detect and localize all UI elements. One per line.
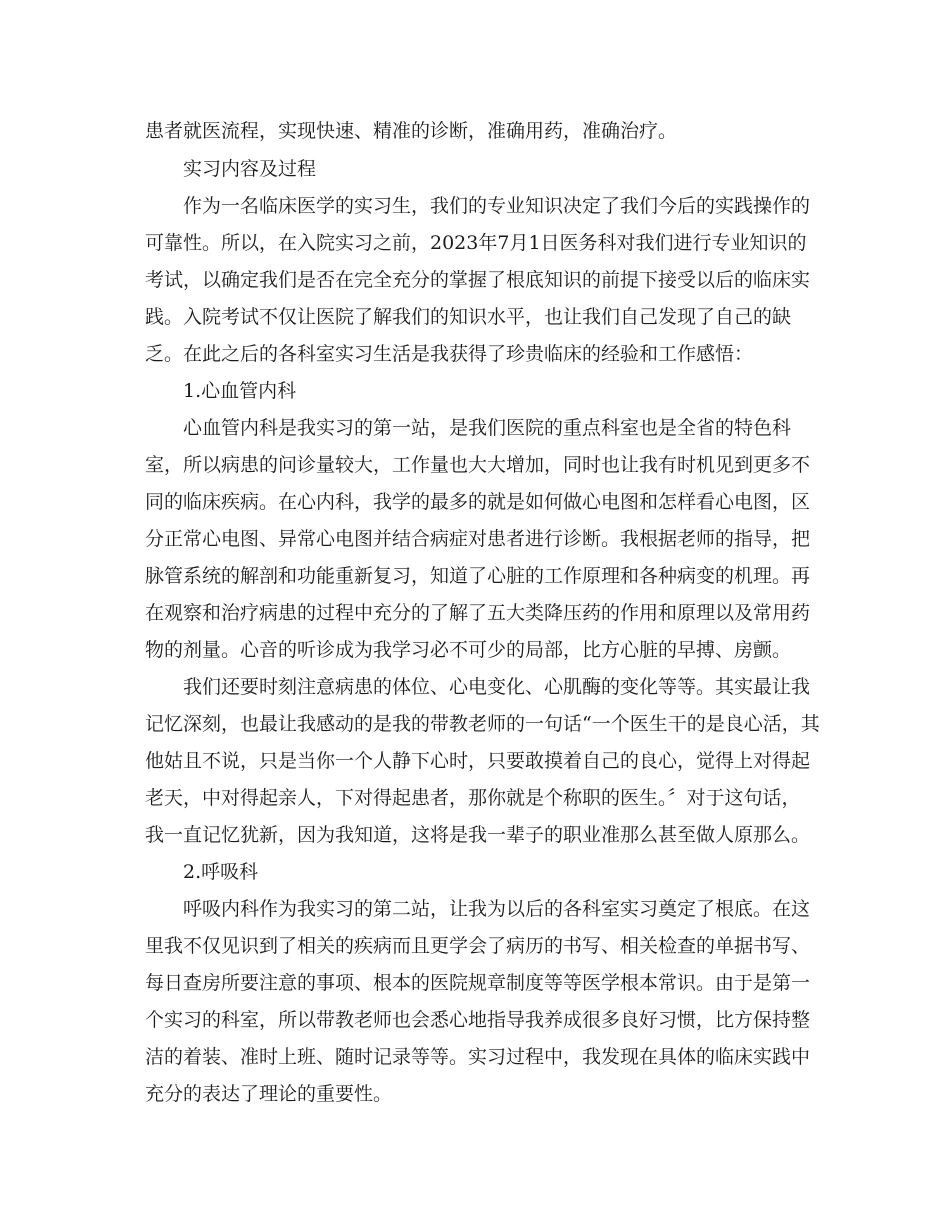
text-line: 每日查房所要注意的事项、根本的医院规章制度等等医学根本常识。由于是第一 [145,972,811,994]
text-line: 里我不仅见识到了相关的疾病而且更学会了病历的书写、相关检查的单据书写、 [145,935,811,957]
text-line: 考试，以确定我们是否在完全充分的掌握了根底知识的前提下接受以后的临床实 [145,269,811,291]
text-line: 乏。在此之后的各科室实习生活是我获得了珍贵临床的经验和工作感悟： [145,343,754,365]
text-line: 同的临床疾病。在心内科，我学的最多的就是如何做心电图和怎样看心电图，区 [145,491,811,513]
text-line: 充分的表达了理论的重要性。 [145,1083,393,1105]
text-line: 他姑且不说，只是当你一个人静下心时，只要敢摸着自己的良心，觉得上对得起 [145,750,811,772]
text-line: 洁的着装、准时上班、随时记录等等。实习过程中，我发现在具体的临床实践中 [145,1046,811,1068]
text-line: 室，所以病患的问诊量较大，工作量也大大增加，同时也让我有时机见到更多不 [145,454,811,476]
text-line: 分正常心电图、异常心电图并结合病症对患者进行诊断。我根据老师的指导，把 [145,528,811,550]
text-line: 在观察和治疗病患的过程中充分的了解了五大类降压药的作用和原理以及常用药 [145,602,811,624]
text-line: 呼吸内科作为我实习的第二站，让我为以后的各科室实习奠定了根底。在这 [183,898,811,920]
section-heading: 实习内容及过程 [183,158,317,180]
text-line: 个实习的科室，所以带教老师也会悉心地指导我养成很多良好习惯，比方保持整 [145,1009,811,1031]
text-line: 我一直记忆犹新，因为我知道，这将是我一辈子的职业准那么甚至做人原那么。 [145,824,811,846]
text-line: 物的剂量。心音的听诊成为我学习必不可少的局部，比方心脏的早搏、房颤。 [145,639,792,661]
section-heading: 2.呼吸科 [183,861,259,883]
text-line: 我们还要时刻注意病患的体位、心电变化、心肌酶的变化等等。其实最让我 [183,676,811,698]
text-line: 可靠性。所以，在入院实习之前，2023年7月1日医务科对我们进行专业知识的 [145,232,807,254]
text-line: 记忆深刻，也最让我感动的是我的带教老师的一句话“一个医生干的是良心活，其 [145,713,820,735]
text-line: 老天，中对得起亲人，下对得起患者，那你就是个称职的医生。〞对于这句话， [145,787,801,809]
section-heading: 1.心血管内科 [183,380,297,402]
text-line: 心血管内科是我实习的第一站，是我们医院的重点科室也是全省的特色科 [183,417,792,439]
text-line: 患者就医流程，实现快速、精准的诊断，准确用药，准确治疗。 [145,120,678,142]
text-line: 脉管系统的解剖和功能重新复习，知道了心脏的工作原理和各种病变的机理。再 [145,565,811,587]
text-line: 践。入院考试不仅让医院了解我们的知识水平，也让我们自己发现了自己的缺 [145,306,792,328]
text-line: 作为一名临床医学的实习生，我们的专业知识决定了我们今后的实践操作的 [183,195,811,217]
